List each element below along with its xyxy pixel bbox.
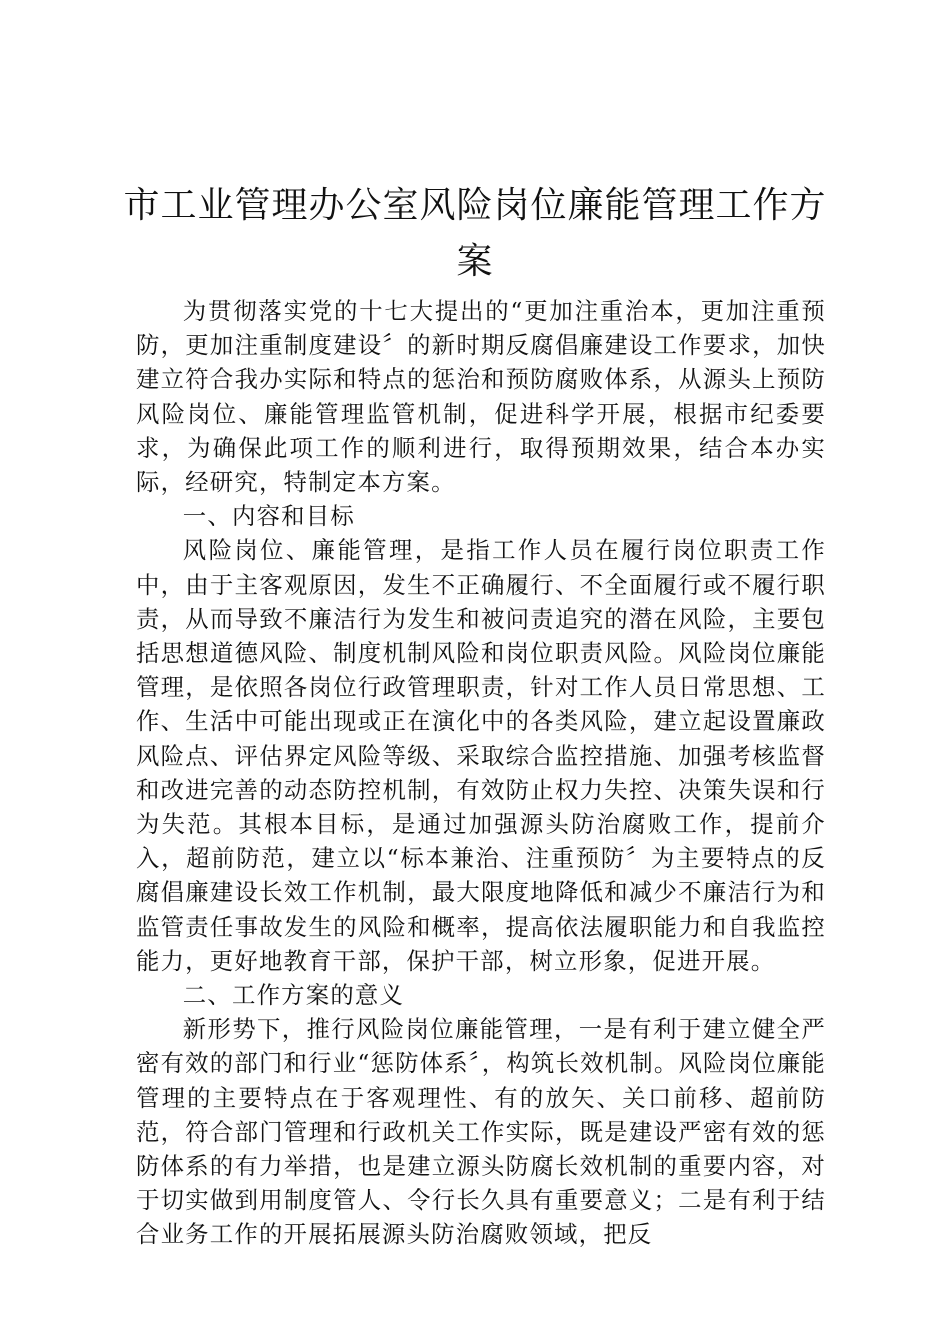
paragraph-content-goals: 风险岗位、廉能管理，是指工作人员在履行岗位职责工作中，由于主客观原因，发生不正确履行、不全面履行或不履行职责，从而导致不廉洁行为发生和被问责追究的潜在风险，主要包括思想道德风险、制度机制风险和岗位职责风险。风险岗位廉能管理，是依照各岗位行政管理职责，针对工作人员日常思想、工作、生活中可能出现或正在演化中的各类风险，建立起设置廉政风险点、评估界定风险等级、采取综合监控措施、加强考核监督和改进完善的动态防控机制，有效防止权力失控、决策失误和行为失范。其根本目标，是通过加强源头防治腐败工作，提前介入，超前防范，建立以“标本兼治、注重预防〞为主要特点的反腐倡廉建设长效工作机制，最大限度地降低和减少不廉洁行为和监管责任事故发生的风险和概率，提高依法履职能力和自我监控能力，更好地教育干部，保护干部，树立形象，促进开展。	[136, 536, 826, 975]
section-heading-significance: 二、工作方案的意义	[182, 981, 405, 1010]
paragraph-intro: 为贯彻落实党的十七大提出的“更加注重治本，更加注重预防，更加注重制度建设〞的新时期反腐倡廉建设工作要求，加快建立符合我办实际和特点的惩治和预防腐败体系，从源头上预防风险岗位、廉能管理监管机制，促进科学开展，根据市纪委要求，为确保此项工作的顺利进行，取得预期效果，结合本办实际，经研究，特制定本方案。	[136, 297, 826, 497]
paragraph-significance: 新形势下，推行风险岗位廉能管理，一是有利于建立健全严密有效的部门和行业“惩防体系〞，构筑长效机制。风险岗位廉能管理的主要特点在于客观理性、有的放矢、关口前移、超前防范，符合部门管理和行政机关工作实际，既是建设严密有效的惩防体系的有力举措，也是建立源头防腐长效机制的重要内容，对于切实做到用制度管人、令行长久具有重要意义；二是有利于结合业务工作的开展拓展源头防治腐败领域，把反	[136, 1015, 826, 1249]
document-body	[136, 294, 826, 1252]
section-heading-content-goals: 一、内容和目标	[182, 502, 355, 531]
document-title: 市工业管理办公室风险岗位廉能管理工作方案	[123, 185, 827, 282]
